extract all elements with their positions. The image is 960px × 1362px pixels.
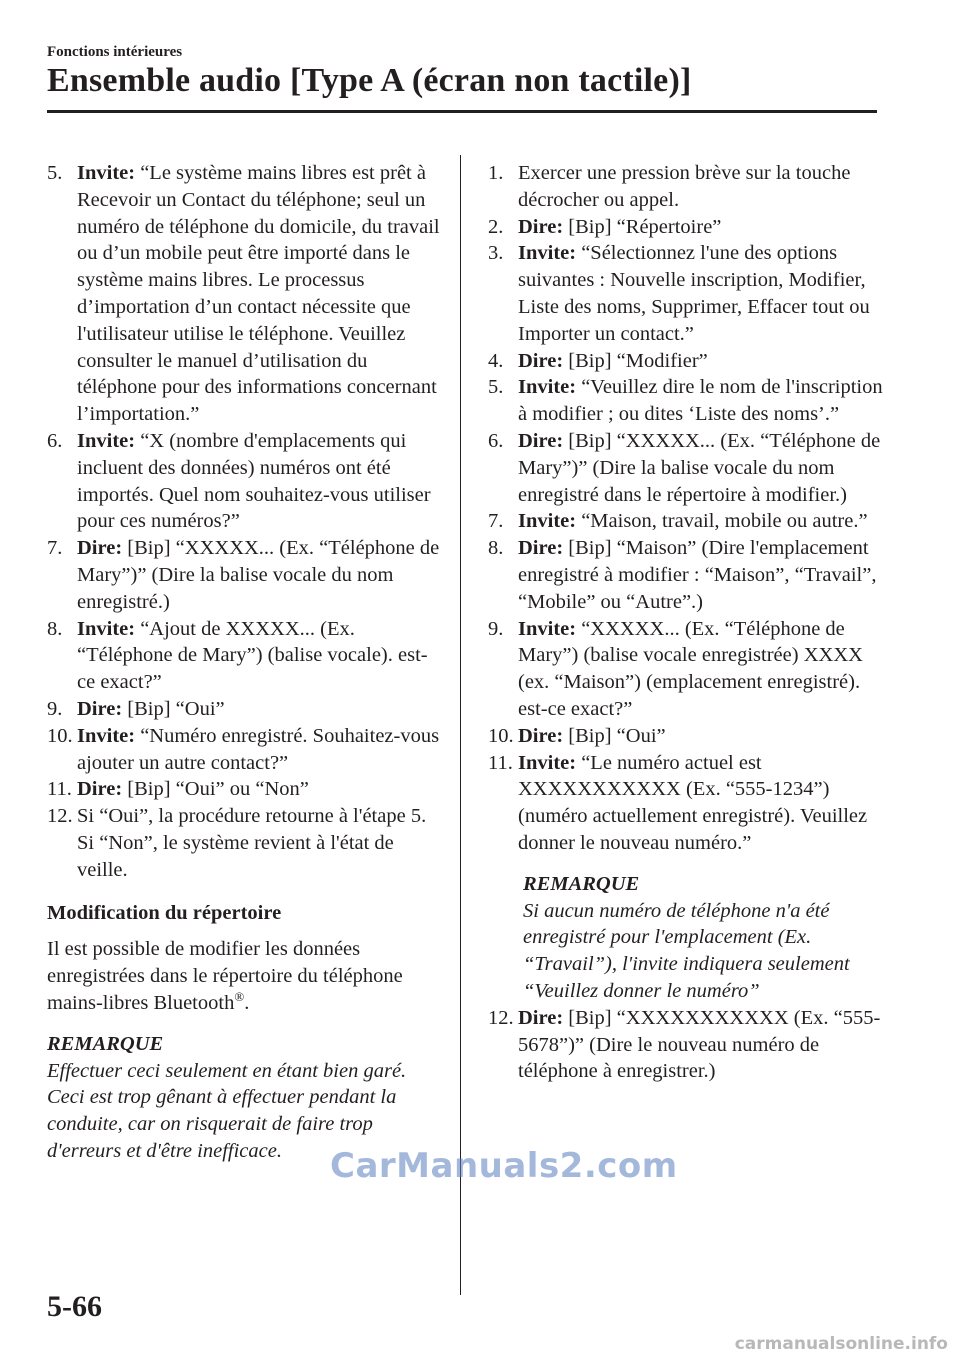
- step-body: “Numéro enregistré. Souhaitez-vous ajouter un autre contact?”: [77, 724, 440, 774]
- step-number: 6.: [47, 429, 63, 452]
- step-number: 9.: [488, 617, 504, 640]
- step-text: [518, 535, 883, 615]
- step-text: [518, 214, 883, 241]
- step-text: [518, 1005, 883, 1085]
- step-number: 7.: [488, 510, 504, 533]
- step-text: [77, 160, 442, 428]
- step-number: 11.: [488, 751, 513, 774]
- list-item: [488, 535, 883, 615]
- step-text: [77, 696, 442, 723]
- step-text: [77, 776, 442, 803]
- list-item: [47, 776, 442, 803]
- step-number: 8.: [47, 617, 63, 640]
- step-number: 5.: [488, 376, 504, 399]
- note-right: [488, 871, 883, 1005]
- list-item: [488, 616, 883, 723]
- step-text: [518, 240, 883, 347]
- list-item: [488, 374, 883, 428]
- intro-paragraph: [47, 936, 442, 1016]
- step-label: Invite:: [518, 617, 577, 640]
- step-number: 11.: [47, 778, 72, 801]
- note-text-left: Effectuer ceci seulement en étant bien garé. Ceci est trop gênant à effectuer pendant la conduite, car on risquerait de faire trop d'erreurs et d'être inefficace.: [47, 1059, 407, 1162]
- step-label: Dire:: [518, 429, 564, 452]
- note-title-left: REMARQUE: [47, 1032, 164, 1055]
- list-item: [47, 830, 442, 884]
- step-body: [Bip] “Oui” ou “Non”: [122, 778, 309, 801]
- step-label: Dire:: [518, 724, 564, 747]
- watermark-logo: CarManuals2.com: [330, 1146, 678, 1186]
- step-number: 2.: [488, 215, 504, 238]
- step-number: 3.: [488, 242, 504, 265]
- step-label: Invite:: [77, 429, 136, 452]
- step-label: Dire:: [518, 349, 564, 372]
- section-label: Fonctions intérieures: [47, 44, 183, 60]
- step-body: [Bip] “Oui”: [563, 724, 666, 747]
- step-body: Exercer une pression brève sur la touche décrocher ou appel.: [518, 162, 851, 211]
- step-number: 12.: [47, 805, 73, 828]
- step-label: Invite:: [77, 162, 136, 184]
- step-body: “Sélectionnez l'une des options suivantes : Nouvelle inscription, Modifier, Liste des noms, Supprimer, Effacer tout ou Importer un contact.”: [518, 242, 870, 345]
- step-label: Dire:: [518, 537, 564, 560]
- step-text: [518, 348, 883, 375]
- list-item: [47, 723, 442, 777]
- step-label: Dire:: [77, 778, 123, 801]
- step-text: [518, 616, 883, 723]
- list-item: [488, 160, 883, 214]
- step-label: Invite:: [77, 617, 136, 640]
- list-item: [488, 348, 883, 375]
- step-body: [Bip] “Maison” (Dire l'emplacement enregistré à modifier : “Maison”, “Travail”, “Mobile” ou “Autre”.): [518, 537, 877, 613]
- step-body: Si “Oui”, la procédure retourne à l'étape 5.: [77, 805, 427, 828]
- site-watermark: carmanualsonline.info: [734, 1334, 948, 1354]
- step-body: “Maison, travail, mobile ou autre.”: [576, 510, 868, 533]
- column-divider: [460, 155, 461, 1295]
- list-item: [488, 1005, 883, 1085]
- step-text: [518, 160, 883, 214]
- step-body: [Bip] “XXXXX... (Ex. “Téléphone de Mary”)” (Dire la balise vocale du nom enregistré dans le répertoire à modifier.): [518, 429, 881, 506]
- step-text: [518, 723, 883, 750]
- list-item: [47, 616, 442, 696]
- step-body: [Bip] “XXXXX... (Ex. “Téléphone de Mary”)” (Dire la balise vocale du nom enregistré.): [77, 537, 440, 613]
- step-text: [77, 535, 442, 615]
- step-number: 4.: [488, 349, 504, 372]
- list-item: [488, 240, 883, 347]
- list-item: [488, 750, 883, 857]
- list-item: [488, 428, 883, 508]
- intro-paragraph-text: Il est possible de modifier les données enregistrées dans le répertoire du téléphone mains-libres Bluetooth: [47, 938, 403, 1014]
- step-body: “Le système mains libres est prêt à Recevoir un Contact du téléphone; seul un numéro de téléphone du domicile, du travail ou d’un mobile peut être importé dans le système mains libres. Le processus d’importation d’un contact nécessite que l'utilisateur utilise le téléphone. Veuillez consulter le manuel d’utilisation du téléphone pour des informations concernant l’importation.”: [77, 162, 440, 426]
- list-item: [47, 428, 442, 535]
- step-number: 10.: [47, 724, 73, 747]
- step-body: [Bip] “Répertoire”: [563, 215, 722, 238]
- step-text: [518, 508, 883, 535]
- registered-mark: ®: [234, 989, 245, 1005]
- step-label: Invite:: [518, 510, 577, 533]
- left-column: [47, 160, 442, 1165]
- left-step-list: [47, 160, 442, 884]
- list-item: [488, 214, 883, 241]
- page-number: 5-66: [47, 1290, 102, 1323]
- step-label: Dire:: [518, 215, 564, 238]
- step-label: Invite:: [77, 724, 136, 747]
- step-number: 12.: [488, 1006, 514, 1029]
- step-text: [518, 750, 883, 857]
- list-item: [47, 803, 442, 830]
- step-text: [518, 374, 883, 428]
- step-label: Invite:: [518, 751, 577, 774]
- step-number: 1.: [488, 162, 504, 184]
- list-item: [488, 508, 883, 535]
- step-number: 8.: [488, 537, 504, 560]
- step-body: “XXXXX... (Ex. “Téléphone de Mary”) (balise vocale enregistrée) XXXX (ex. “Maison”) (emplacement enregistré). est-ce exact?”: [518, 617, 863, 720]
- step-number: 9.: [47, 697, 63, 720]
- step-number: 5.: [47, 162, 63, 184]
- step-label: Dire:: [77, 697, 123, 720]
- step-body: [Bip] “Oui”: [122, 697, 225, 720]
- list-item: [488, 723, 883, 750]
- step-body: “Veuillez dire le nom de l'inscription à modifier ; ou dites ‘Liste des noms’.”: [518, 376, 883, 426]
- step-body: “X (nombre d'emplacements qui incluent des données) numéros ont été importés. Quel nom souhaitez-vous utiliser pour ces numéros?”: [77, 429, 431, 533]
- step-text: [518, 428, 883, 508]
- step-label: Invite:: [518, 376, 577, 399]
- step-number: 7.: [47, 537, 63, 560]
- intro-paragraph-end: .: [244, 991, 250, 1014]
- step-number: 10.: [488, 724, 514, 747]
- step-text: [77, 616, 442, 696]
- step-text: [77, 830, 442, 884]
- step-label: Dire:: [77, 537, 123, 560]
- step-body: Si “Non”, le système revient à l'état de veille.: [77, 831, 394, 881]
- step-number: 6.: [488, 429, 504, 452]
- list-item: [47, 535, 442, 615]
- title-rule: [47, 110, 877, 113]
- right-column: [488, 160, 883, 1085]
- step-label: Dire:: [518, 1006, 564, 1029]
- list-item: [47, 696, 442, 723]
- page-title: Ensemble audio [Type A (écran non tactile)]: [47, 62, 692, 99]
- step-body: “Le numéro actuel est XXXXXXXXXXX (Ex. “555-1234”) (numéro actuellement enregistré). Veuillez donner le nouveau numéro.”: [518, 751, 868, 854]
- step-text: [77, 428, 442, 535]
- note-title-right: REMARQUE: [523, 872, 640, 895]
- step-text: [77, 803, 442, 830]
- step-body: [Bip] “XXXXXXXXXXX (Ex. “555-5678”)” (Dire le nouveau numéro de téléphone à enregistrer.): [518, 1006, 881, 1083]
- step-body: “Ajout de XXXXX... (Ex. “Téléphone de Mary”) (balise vocale). est-ce exact?”: [77, 617, 428, 694]
- note-text-right: Si aucun numéro de téléphone n'a été enregistré pour l'emplacement (Ex. “Travail”), l'invite indiquera seulement “Veuillez donner le numéro”: [523, 899, 850, 1002]
- step-text: [77, 723, 442, 777]
- list-item: [47, 160, 442, 428]
- step-label: Invite:: [518, 242, 577, 265]
- right-step-list: [488, 160, 883, 857]
- step-body: [Bip] “Modifier”: [563, 349, 708, 372]
- subheading-modification: Modification du répertoire: [47, 901, 282, 924]
